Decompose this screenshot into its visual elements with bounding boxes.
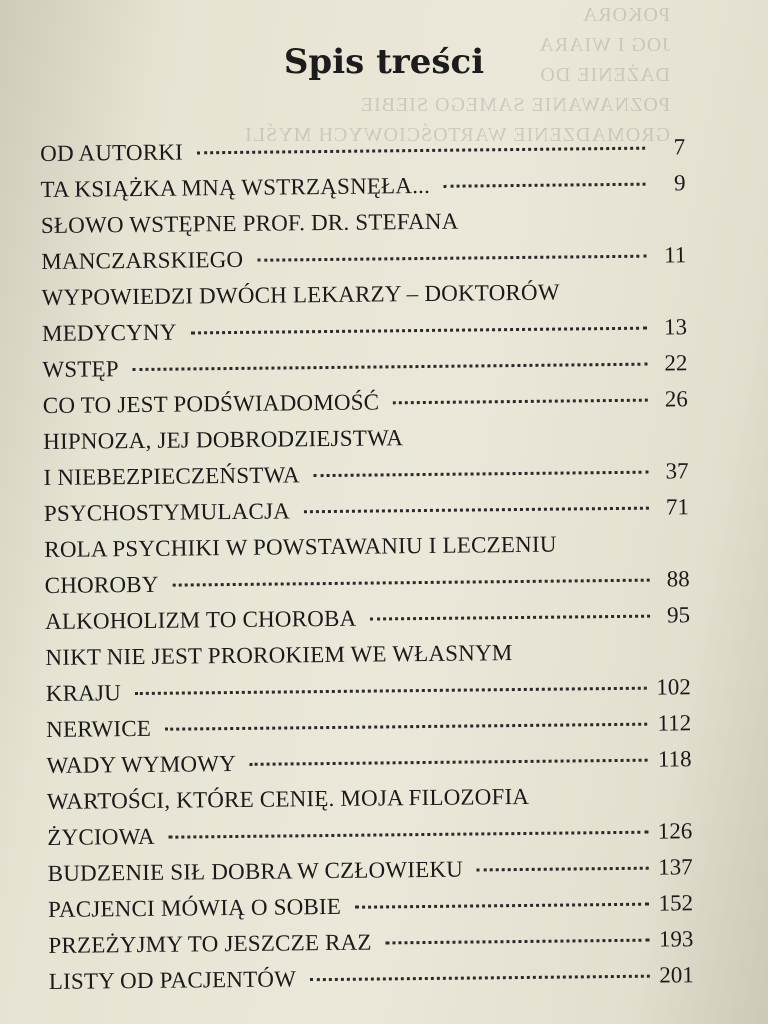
toc-entry-line-with-page (49, 957, 694, 1000)
toc-entry-title: CO TO JEST PODŚWIADOMOŚĆ (42, 389, 380, 418)
toc-entry-title: WADY WYMOWY (46, 750, 237, 778)
toc-entry-title: I NIEBEZPIECZEŃSTWA (43, 462, 300, 490)
dot-leader (355, 903, 649, 909)
dot-leader (169, 831, 648, 839)
toc-entry-title: TA KSIĄŻKA MNĄ WSTRZĄSNĘŁA... (40, 172, 431, 202)
toc-page-number: 193 (658, 926, 694, 952)
dot-leader (173, 579, 650, 587)
toc-entry-title: PSYCHOSTYMULACJA (43, 498, 291, 526)
dot-leader (197, 147, 645, 155)
bleed-through-line: GROMADZENIE WARTOŚCIOWYCH MYŚLI (244, 124, 670, 146)
toc-entry-title: NERWICE (46, 715, 152, 742)
dot-leader (477, 867, 648, 872)
toc-page-number: 112 (657, 710, 692, 736)
dot-leader (370, 615, 650, 621)
dot-leader (133, 363, 648, 371)
toc-entry (43, 417, 689, 496)
dot-leader (386, 939, 649, 945)
dot-leader (444, 183, 646, 188)
toc-page-number: 201 (659, 962, 694, 988)
dot-leader (314, 471, 649, 478)
toc-entry-title: OD AUTORKI (40, 139, 184, 166)
toc-page-number: 11 (663, 242, 687, 268)
toc-entry-title: ROLA PSYCHIKI W POWSTAWANIU I LECZENIU (44, 531, 557, 562)
toc-entry (44, 525, 690, 604)
dot-leader (250, 759, 648, 766)
toc-entry (42, 273, 688, 352)
toc-entry-title: SŁOWO WSTĘPNE PROF. DR. STEFANA (40, 208, 459, 238)
toc-page-number: 9 (673, 170, 686, 196)
toc-page-number: 152 (658, 890, 694, 916)
toc-entry-title: WSTĘP (42, 356, 119, 382)
dot-leader (310, 975, 649, 982)
toc-entry-title: LISTY OD PACJENTÓW (48, 966, 297, 994)
toc-page-number: 26 (664, 386, 688, 412)
toc-page-number: 137 (658, 854, 693, 880)
toc-entry-title: CHOROBY (44, 571, 159, 598)
toc-page-number: 13 (663, 314, 688, 340)
toc-page-number: 22 (664, 350, 688, 376)
dot-leader (257, 255, 646, 262)
toc-page-number: 37 (665, 458, 689, 484)
bleed-through-line: JOG I WIARA (538, 34, 670, 56)
toc-entry-title: KRAJU (45, 680, 122, 706)
toc-entry (47, 777, 693, 856)
toc-entry-title: NIKT NIE JEST PROROKIEM WE WŁASNYM (45, 640, 513, 670)
dot-leader (304, 507, 649, 514)
toc-page-number: 95 (666, 602, 691, 628)
toc-page-number: 102 (656, 674, 691, 700)
toc-page-number: 118 (657, 746, 692, 772)
toc-entry-title: PRZEŻYJMY TO JESZCZE RAZ (48, 929, 372, 958)
dot-leader (393, 399, 648, 405)
bleed-through-line: POZNAWANIE SAMEGO SIEBIE (359, 94, 670, 116)
dot-leader (135, 687, 646, 695)
toc-entry-title: WARTOŚCI, KTÓRE CENIĘ. MOJA FILOZOFIA (46, 783, 530, 814)
toc-entry-title: MEDYCYNY (41, 319, 177, 346)
toc-entry-title: ŻYCIOWA (47, 823, 155, 850)
page-title: Spis treści (283, 42, 485, 82)
toc-entry (41, 201, 687, 280)
toc-entry-title: MANCZARSKIEGO (41, 246, 244, 274)
toc-entry (49, 957, 694, 1000)
bleed-through-line: POKORA (581, 4, 670, 26)
bleed-through-line: DAŻENIE DO (539, 64, 670, 86)
toc-entry-title: HIPNOZA, JEJ DOBRODZIEJSTWA (43, 425, 404, 454)
toc-page-number: 7 (673, 134, 686, 160)
toc-page-number: 88 (666, 566, 690, 592)
dot-leader (165, 723, 647, 731)
toc-entry-title: BUDZENIE SIŁ DOBRA W CZŁOWIEKU (47, 856, 464, 886)
toc-entry (45, 633, 691, 712)
toc-entry-title: ALKOHOLIZM TO CHOROBA (44, 605, 357, 634)
toc-entry-title: PACJENCI MÓWIĄ O SOBIE (47, 893, 342, 922)
toc-page-number: 126 (657, 818, 693, 844)
toc-entry-title: WYPOWIEDZI DWÓCH LEKARZY – DOKTORÓW (41, 279, 560, 310)
table-of-contents (40, 129, 694, 1000)
dot-leader (191, 327, 648, 335)
toc-page-number: 71 (665, 494, 690, 520)
